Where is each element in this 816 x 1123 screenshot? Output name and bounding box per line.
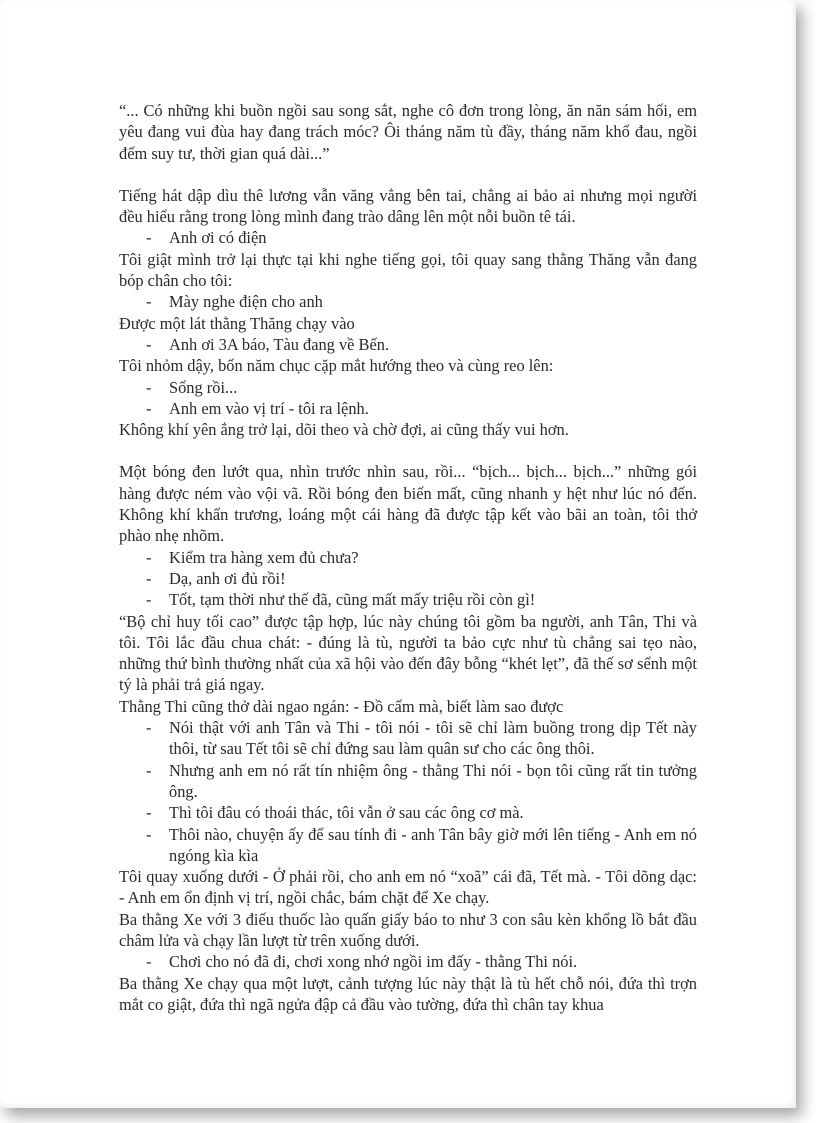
paragraph: Ba thằng Xe với 3 điếu thuốc lào quấn giấy báo to như 3 con sâu kèn khổng lồ bắt đầu châm lửa và chạy lần lượt từ trên xuống dưới. xyxy=(119,909,697,950)
paragraph: Ba thằng Xe chạy qua một lượt, cảnh tượng lúc này thật là tù hết chỗ nói, đứa thì trợn mắt co giật, đứa thì ngã ngửa đập cả đầu vào tường, đứa thì chân tay khua xyxy=(119,973,697,1014)
dialogue-line: - Chơi cho nó đã đi, chơi xong nhớ ngồi im đấy - thằng Thi nói. xyxy=(119,951,697,972)
paragraph-gap xyxy=(119,164,697,185)
paragraph: “Bộ chỉ huy tối cao” được tập hợp, lúc này chúng tôi gồm ba người, anh Tân, Thi và tôi. Tôi lắc đầu chua chát: - đúng là tù, người ta bảo cực như tù chẳng sai tẹo nào, những thứ bình thường nhất của xã hội vào đến đây bỗng “khét lẹt”, đã thế sơ sểnh một tý là phải trả giá ngay. xyxy=(119,611,697,695)
paragraph: Được một lát thằng Thăng chạy vào xyxy=(119,313,355,333)
dialogue-line: - Kiểm tra hàng xem đủ chưa? xyxy=(119,547,697,568)
paragraph: Thằng Thi cũng thở dài ngao ngán: - Đồ cấm mà, biết làm sao được xyxy=(119,696,564,716)
paragraph: Tôi giật mình trở lại thực tại khi nghe tiếng gọi, tôi quay sang thằng Thăng vẫn đang bóp chân cho tôi: xyxy=(119,249,697,291)
dialogue-line: - Anh ơi 3A báo, Tàu đang về Bến. xyxy=(119,334,697,355)
dialogue-line: - Anh em vào vị trí - tôi ra lệnh. xyxy=(119,398,697,419)
document-body xyxy=(119,100,697,1015)
paragraph: Tôi nhỏm dậy, bốn năm chục cặp mắt hướng theo và cùng reo lên: xyxy=(119,356,554,376)
paragraph: Một bóng đen lướt qua, nhìn trước nhìn sau, rồi... “bịch... bịch... bịch...” những gói hàng được ném vào vội vã. Rồi bóng đen biến mất, cũng nhanh y hệt như lúc nó đến. Không khí khẩn trương, loáng một cái hàng đã được tập kết vào bãi an toàn, tôi thở phào nhẹ nhõm. xyxy=(119,462,697,546)
paragraph-gap xyxy=(119,440,697,461)
dialogue-line: - Thôi nào, chuyện ấy để sau tính đi - anh Tân bây giờ mới lên tiếng - Anh em nó ngóng kìa kìa xyxy=(119,824,697,867)
dialogue-line: - Anh ơi có điện xyxy=(119,227,697,248)
paragraph: Không khí yên ắng trở lại, dõi theo và chờ đợi, ai cũng thấy vui hơn. xyxy=(119,420,569,440)
dialogue-line: - Tốt, tạm thời như thế đã, cũng mất mấy triệu rồi còn gì! xyxy=(119,589,697,610)
paragraph: Tiếng hát dập dìu thê lương vẫn văng vẳng bên tai, chẳng ai bảo ai nhưng mọi người đều hiểu rằng trong lòng mình đang trào dâng lên một nỗi buồn tê tái. xyxy=(119,185,697,227)
dialogue-line: - Nói thật với anh Tân và Thi - tôi nói - tôi sẽ chỉ làm buồng trong dịp Tết này thôi, từ sau Tết tôi sẽ chỉ đứng sau làm quân sư cho các ông thôi. xyxy=(119,717,697,760)
paragraph: Tôi quay xuống dưới - Ở phải rồi, cho anh em nó “xoã” cái đã, Tết mà. - Tôi dõng dạc: - Anh em ổn định vị trí, ngồi chắc, bám chặt để Xe chạy. xyxy=(119,867,697,908)
paragraph: “... Có những khi buồn ngồi sau song sắt, nghe cô đơn trong lòng, ăn năn sám hối, em yêu đang vui đùa hay đang trách móc? Ôi tháng năm tù đầy, tháng năm khổ đau, ngồi đếm suy tư, thời gian quá dài...” xyxy=(119,101,697,163)
dialogue-line: - Nhưng anh em nó rất tín nhiệm ông - thằng Thi nói - bọn tôi cũng rất tin tưởng ông. xyxy=(119,760,697,803)
dialogue-line: - Thì tôi đâu có thoái thác, tôi vẫn ở sau các ông cơ mà. xyxy=(119,802,697,823)
dialogue-line: - Dạ, anh ơi đủ rồi! xyxy=(119,568,697,589)
dialogue-line: - Sống rồi... xyxy=(119,377,697,398)
dialogue-line: - Mày nghe điện cho anh xyxy=(119,291,697,312)
